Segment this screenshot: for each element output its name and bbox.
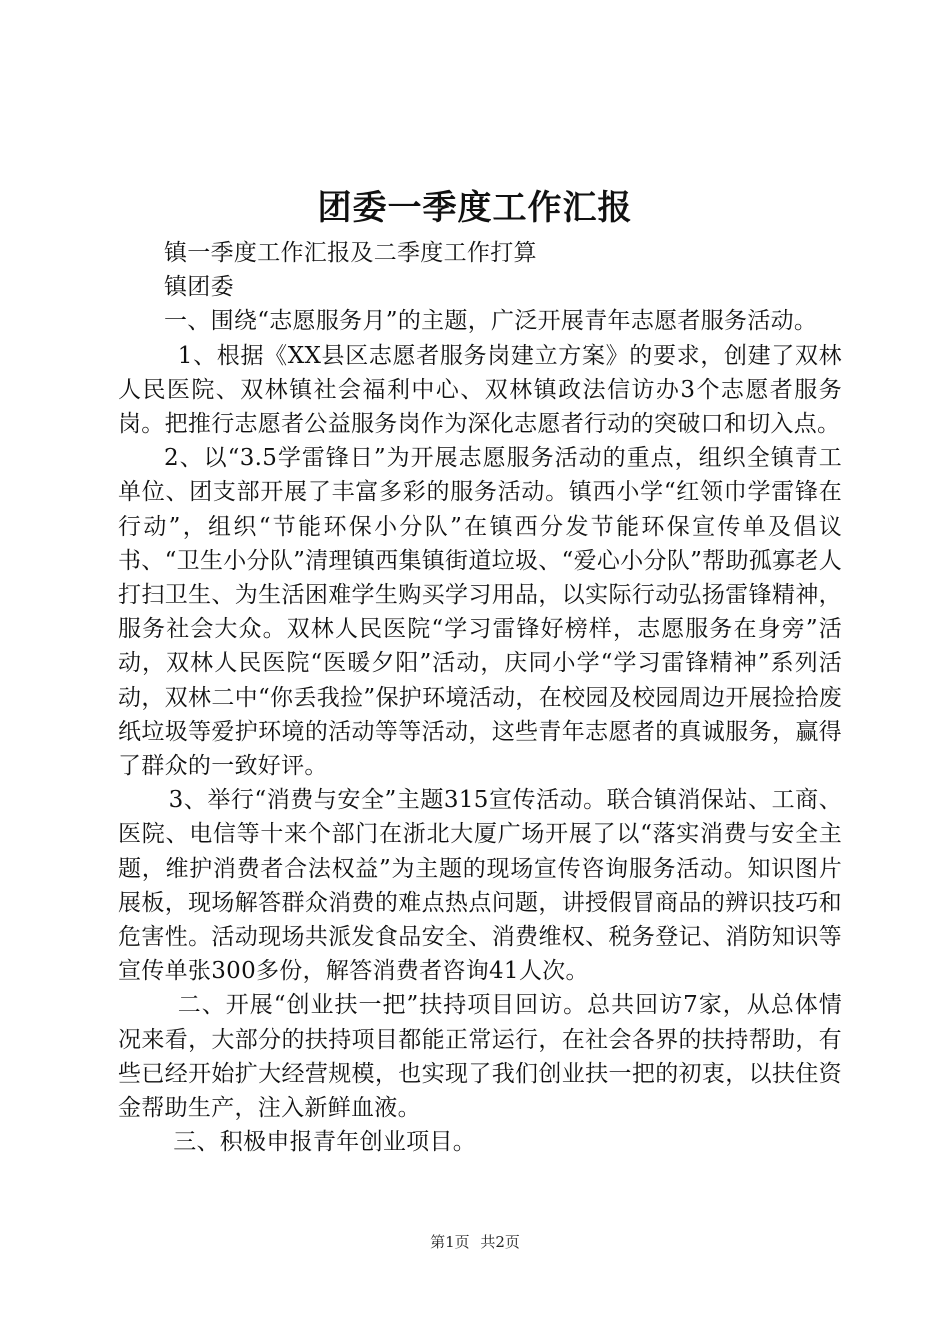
paragraph-1-1: 1、根据《XX县区志愿者服务岗建立方案》的要求，创建了双林人民医院、双林镇社会福利中心、双林镇政法信访办3个志愿者服务岗。把推行志愿者公益服务岗作为深化志愿者行动的突破口和切入点。: [118, 342, 842, 438]
document-title: 团委一季度工作汇报: [317, 188, 633, 228]
page-number: 第1页: [430, 1233, 470, 1251]
section-heading-1: 一、围绕“志愿服务月”的主题，广泛开展青年志愿者服务活动。: [164, 308, 818, 335]
paragraph-1-2: 2、以“3.5学雷锋日”为开展志愿服务活动的重点，组织全镇青工单位、团支部开展了丰富多彩的服务活动。镇西小学“红领巾学雷锋在行动”，组织“节能环保小分队”在镇西分发节能环保宣传单及倡议书、“卫生小分队”清理镇西集镇街道垃圾、“爱心小分队”帮助孤寡老人打扫卫生、为生活困难学生购买学习用品，以实际行动弘扬雷锋精神，服务社会大众。双林人民医院“学习雷锋好榜样，志愿服务在身旁”活动，双林人民医院“医暖夕阳”活动，庆同小学“学习雷锋精神”系列活动，双林二中“你丢我捡”保护环境活动，在校园及校园周边开展捡拾废纸垃圾等爱护环境的活动等等活动，这些青年志愿者的真诚服务，赢得了群众的一致好评。: [118, 445, 842, 780]
page-footer: [0, 1231, 950, 1253]
document-subtitle: 镇一季度工作汇报及二季度工作打算: [164, 240, 537, 266]
document-body: [118, 236, 842, 1159]
document-author: 镇团委: [164, 274, 234, 301]
paragraph-1-3: 3、举行“消费与安全”主题315宣传活动。联合镇消保站、工商、医院、电信等十来个部门在浙北大厦广场开展了以“落实消费与安全主题，维护消费者合法权益”为主题的现场宣传咨询服务活动。知识图片展板，现场解答群众消费的难点热点问题，讲授假冒商品的辨识技巧和危害性。活动现场共派发食品安全、消费维权、税务登记、消防知识等宣传单张300多份，解答消费者咨询41人次。: [118, 787, 842, 985]
page-total: 共2页: [480, 1233, 520, 1251]
section-heading-3: 三、积极申报青年创业项目。: [173, 1129, 477, 1156]
section-heading-2: 二、开展“创业扶一把”扶持项目回访。总共回访7家，从总体情况来看，大部分的扶持项目都能正常运行，在社会各界的扶持帮助，有些已经开始扩大经营规模，也实现了我们创业扶一把的初衷，以扶住资金帮助生产，注入新鲜血液。: [118, 992, 842, 1122]
